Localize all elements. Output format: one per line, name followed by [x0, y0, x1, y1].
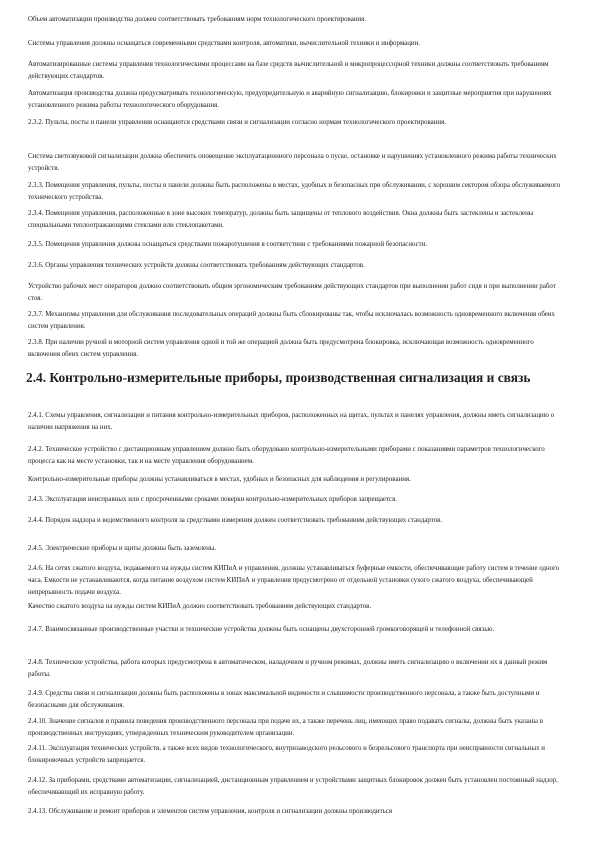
paragraph: 2.4.2. Техническое устройство с дистанционным управлением должно быть оборудовано контрольно-измерительными приборами с показаниями параметров технологического процесса как на месте установки, так и на месте управления оборудованием. [28, 446, 545, 465]
paragraph: 2.4.8. Технические устройства, работа которых предусмотрена в автоматическом, наладочном и ручном режимах, должны иметь сигнализацию о включении их в данный режим работы. [28, 659, 548, 678]
paragraph: Качество сжатого воздуха на нужды систем КИПиА должно соответствовать требованиям действующих стандартов. [28, 603, 372, 610]
paragraph: 2.3.7. Механизмы управления для обслуживания последовательных операций должны быть сблокированы так, чтобы исключалась возможность одновременного включения обеих систем управления. [28, 311, 555, 330]
paragraph: 2.3.4. Помещения управления, расположенные в зоне высоких температур, должны быть защищены от теплового воздействия. Окна должны быть застеклены и застеклены специальными теплоотражающими стеклами или стеклопакетами. [28, 210, 534, 229]
paragraph: Контрольно-измерительные приборы должны устанавливаться в местах, удобных и безопасных для наблюдения и регулирования. [28, 476, 411, 483]
paragraph: 2.4.6. На сетях сжатого воздуха, подаваемого на нужды систем КИПиА и управления, должны устанавливаться буферные емкости, обеспечивающие работу систем в течение одного часа. Емкости не устанавливаются, когда питание воздухом систем КИПиА и управления предусмотрено от отдельной установки сухого сжатого воздуха, обеспечивающей непрерывность подачи воздуха. [28, 565, 560, 596]
paragraph: Система светозвуковой сигнализации должна обеспечить оповещение эксплуатационного персонала о пуске, остановке и нарушениях установленного режима работы технических устройств. [28, 153, 557, 172]
paragraph: 2.4.10. Значение сигналов и правила поведения производственного персонала при подаче их, а также перечень лиц, имеющих право подавать сигналы, должны быть указаны в производственных инструкциях, утвержденных техническим руководителем организации. [28, 718, 544, 737]
paragraph: 2.3.3. Помещения управления, пульты, посты и панели должны быть расположены в местах, удобных и безопасных при обслуживании, с хорошим сектором обзора обслуживаемого технического устройства. [28, 182, 561, 201]
paragraph: Автоматизированные системы управления технологическими процессами на базе средств вычислительной и микропроцессорной техники должны соответствовать требованиям действующих стандартов. [28, 61, 549, 80]
paragraph: Автоматизация производства должна предусматривать технологическую, предупредительную и аварийную сигнализацию, блокировки и защитные мероприятия при нарушениях установленного режима работы технологического оборудования. [28, 90, 552, 109]
paragraph: 2.3.2. Пульты, посты и панели управления оснащаются средствами связи и сигнализации согласно нормам технологического проектирования. [28, 119, 446, 126]
paragraph: 2.3.6. Органы управления технических устройств должны соответствовать требованиям действующих стандартов. [28, 262, 365, 269]
paragraph: 2.4.11. Эксплуатация технических устройств, а также всех видов технологического, внутризаводского рельсового и безрельсового транспорта при неисправности сигнальных и блокировочных устройств запрещается. [28, 745, 545, 764]
paragraph: 2.4.9. Средства связи и сигнализации должны быть расположены в зонах максимальной видимости и слышимости производственного персонала, а также быть доступными и безопасными для обслуживания. [28, 690, 540, 709]
paragraph: 2.4.1. Схемы управления, сигнализации и питания контрольно-измерительных приборов, расположенных на щитах, пультах и панелях управления, должны иметь сигнализацию о наличии напряжения на них. [28, 412, 555, 431]
paragraph: 2.4.5. Электрические приборы и щиты должны быть заземлены. [28, 545, 217, 552]
paragraph: 2.4.13. Обслуживание и ремонт приборов и элементов систем управления, контроля и сигнализации должны производиться [28, 808, 392, 815]
paragraph: 2.4.12. За приборами, средствами автоматизации, сигнализацией, дистанционным управлением и устройствами защитных блокировок должен быть установлен постоянный надзор, обеспечивающий их исправную работу. [28, 777, 558, 796]
paragraph: Объем автоматизации производства должен соответствовать требованиям норм технологического проектирования. [28, 16, 367, 23]
paragraph: Системы управления должны оснащаться современными средствами контроля, автоматики, вычислительной техники и информации. [28, 40, 420, 47]
paragraph: 2.3.8. При наличии ручной и моторной систем управления одной и той же операцией должна быть предусмотрена блокировка, исключающая возможность одновременного включения обеих систем управления. [28, 339, 534, 358]
section-heading: 2.4. Контрольно-измерительные приборы, производственная сигнализация и связь [26, 370, 531, 385]
paragraph: Устройство рабочих мест операторов должно соответствовать общим эргономическим требованиям действующих стандартов при выполнении работ сидя и при выполнении работ стоя. [28, 283, 556, 302]
paragraph: 2.4.4. Порядок надзора и ведомственного контроля за средствами измерения должен соответствовать требованиям действующих стандартов. [28, 517, 443, 524]
paragraph: 2.4.7. Взаимосвязанные производственные участки и технические устройства должны быть оснащены двухсторонней громкоговорящей и телефонной связью. [28, 626, 495, 633]
paragraph: 2.4.3. Эксплуатация неисправных или с просроченными сроками поверки контрольно-измерительных приборов запрещается. [28, 496, 398, 503]
paragraph: 2.3.5. Помещения управления должны оснащаться средствами пожаротушения в соответствии с требованиями пожарной безопасности. [28, 241, 428, 248]
